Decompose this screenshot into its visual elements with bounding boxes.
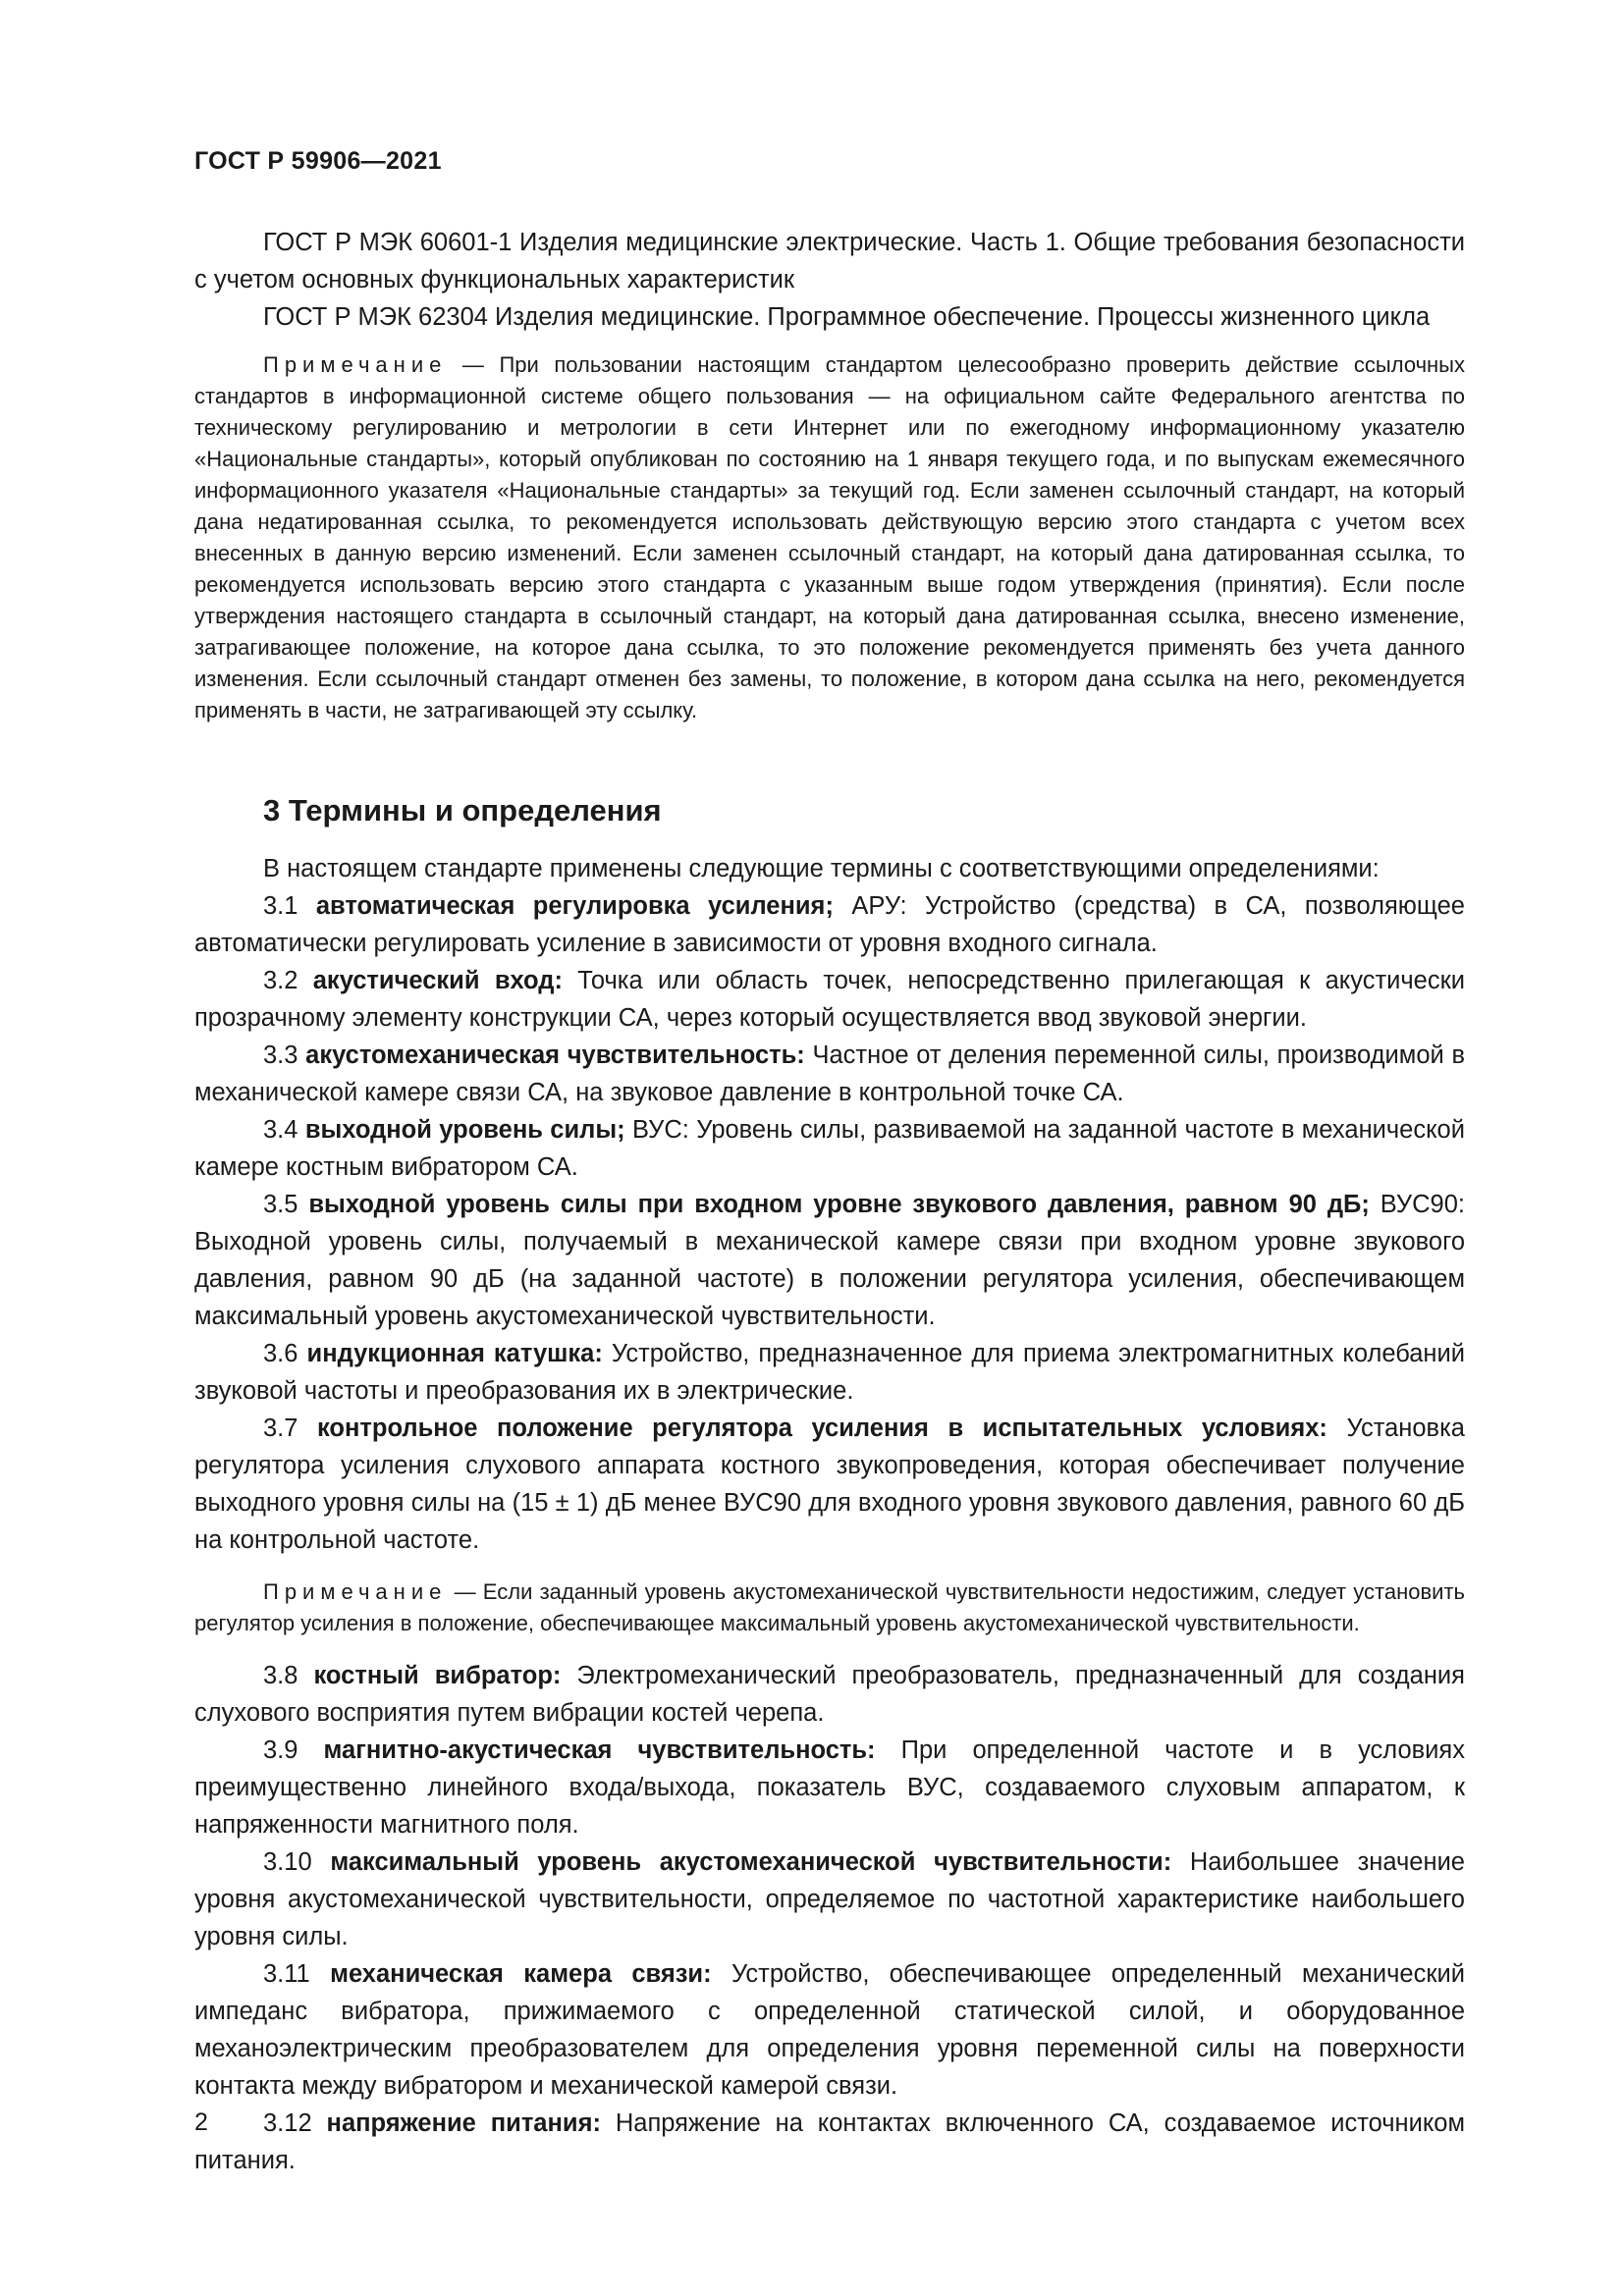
term-3-1: 3.1 автоматическая регулировка усиления; АРУ: Устройство (средства) в СА, позволяющее автоматически регулировать усиление в зависимости от уровня входного сигнала. [194,892,1465,957]
normative-references [194,224,1465,726]
note-paragraph [194,349,1465,726]
term-3-7: 3.7 контрольное положение регулятора усиления в испытательных условиях: Установка регулятора усиления слухового аппарата костного звукопроведения, которая обеспечивает получение выходного уровня силы на (15 ± 1) дБ менее ВУС90 для входного уровня звукового давления, равного 60 дБ на контрольной частоте. [194,1415,1465,1554]
note-text: — Если заданный уровень акустомеханической чувствительности недостижим, следует установить регулятор усиления в положение, обеспечивающее максимальный уровень акустомеханической чувствительности. [194,1579,1465,1635]
note-paragraph [194,1576,1465,1639]
term-3-9: 3.9 магнитно-акустическая чувствительность: При определенной частоте и в условиях преимущественно линейного входа/выхода, показатель ВУС, создаваемого слуховым аппаратом, к напряженности магнитного поля. [194,1736,1465,1839]
term-3-6: 3.6 индукционная катушка: Устройство, предназначенное для приема электромагнитных колебаний звуковой частоты и преобразования их в электрические. [194,1340,1465,1405]
section-3 [194,793,1465,2179]
term-3-3: 3.3 акустомеханическая чувствительность: Частное от деления переменной силы, производимой в механической камере связи СА, на звуковое давление в контрольной точке СА. [194,1041,1465,1106]
term-3-8: 3.8 костный вибратор: Электромеханический преобразователь, предназначенный для создания слухового восприятия путем вибрации костей черепа. [194,1662,1465,1727]
term-3-4: 3.4 выходной уровень силы; ВУС: Уровень силы, развиваемой на заданной частоте в механической камере костным вибратором СА. [194,1116,1465,1181]
page-number: 2 [194,2109,208,2136]
intro-paragraph: В настоящем стандарте применены следующие термины с соответствующими определениями: [263,855,1380,882]
term-3-2: 3.2 акустический вход: Точка или область точек, непосредственно прилегающая к акустически прозрачному элементу конструкции СА, через который осуществляется ввод звуковой энергии. [194,967,1465,1032]
section-title: 3 Термины и определения [263,793,662,828]
reference-item: ГОСТ Р МЭК 60601-1 Изделия медицинские электрические. Часть 1. Общие требования безопасности с учетом основных функциональных характеристик [194,229,1465,294]
note-label: Примечание [263,1579,448,1604]
term-3-10: 3.10 максимальный уровень акустомеханической чувствительности: Наибольшее значение уровня акустомеханической чувствительности, определяемое по частотной характеристике наибольшего уровня силы. [194,1848,1465,1950]
note-text: — При пользовании настоящим стандартом целесообразно проверить действие ссылочных стандартов в информационной системе общего пользования — на официальном сайте Федерального агентства по техническому регулированию и метрологии в сети Интернет или по ежегодному информационному указателю «Национальные стандарты», который опубликован по состоянию на 1 января текущего года, и по выпускам ежемесячного информационного указателя «Национальные стандарты» за текущий год. Если заменен ссылочный стандарт, на который дана недатированная ссылка, то рекомендуется использовать действующую версию этого стандарта с учетом всех внесенных в данную версию изменений. Если заменен ссылочный стандарт, на который дана датированная ссылка, то рекомендуется использовать версию этого стандарта с указанным выше годом утверждения (принятия). Если после утверждения настоящего стандарта в ссылочный стандарт, на который дана датированная ссылка, внесено изменение, затрагивающее положение, на которое дана ссылка, то это положение рекомендуется применять без учета данного изменения. Если ссылочный стандарт отменен без замены, то положение, в котором дана ссылка на него, рекомендуется применять в части, не затрагивающей эту ссылку. [194,352,1465,722]
reference-item: ГОСТ Р МЭК 62304 Изделия медицинские. Программное обеспечение. Процессы жизненного цикла [263,303,1431,331]
term-3-12: 3.12 напряжение питания: Напряжение на контактах включенного СА, создаваемое источником питания. [194,2109,1466,2174]
term-3-5: 3.5 выходной уровень силы при входном уровне звукового давления, равном 90 дБ; ВУС90: Выходной уровень силы, получаемый в механической камере связи при входном уровне звукового давления, равном 90 дБ (на заданной частоте) в положении регулятора усиления, обеспечивающем максимальный уровень акустомеханической чувствительности. [194,1191,1465,1330]
note-label: Примечание [263,352,448,377]
document-header: ГОСТ Р 59906—2021 [194,147,442,175]
term-3-11: 3.11 механическая камера связи: Устройство, обеспечивающее определенный механический импеданс вибратора, прижимаемого с определенной статической силой, и оборудованное механоэлектрическим преобразователем для определения уровня переменной силы на поверхности контакта между вибратором и механической камерой связи. [194,1960,1465,2100]
